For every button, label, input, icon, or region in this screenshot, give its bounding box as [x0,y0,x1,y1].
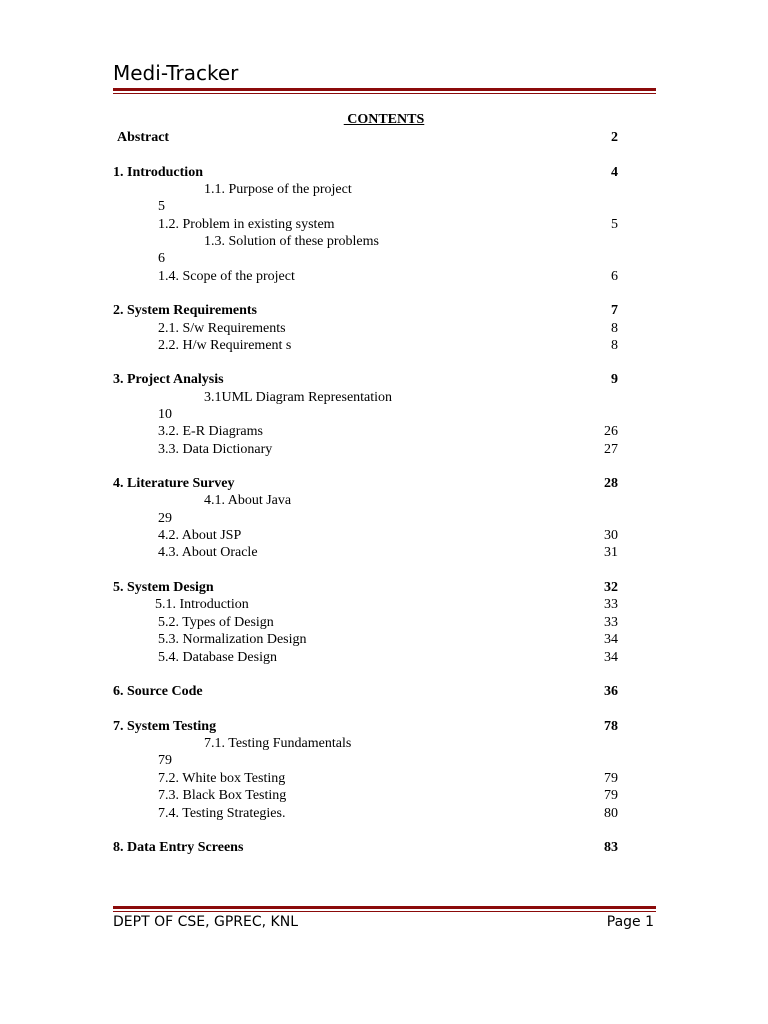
toc-subsection [0,216,768,233]
toc-entry-label: 1.3. Solution of these problems [204,234,379,249]
document-title: Medi-Tracker [113,61,239,85]
toc-subsection [0,268,768,285]
toc-entry-label: 3.1UML Diagram Representation [204,390,393,405]
toc-entry-label: 7.4. Testing Strategies. [158,806,286,821]
toc-entry-page: 33 [604,597,618,612]
toc-entry-page: 36 [604,684,618,699]
toc-entry-label: 7.3. Black Box Testing [158,788,287,803]
toc-subsection [0,441,768,458]
toc-subsection [0,527,768,544]
toc-subsection [0,492,768,509]
toc-subsection [0,735,768,752]
toc-entry-page: 6 [611,269,618,284]
footer-rule-thick [113,906,656,909]
toc-entry-page: 27 [604,442,618,457]
toc-subsection [0,787,768,804]
toc-subsection [0,198,768,215]
toc-subsection [0,805,768,822]
toc-entry-page: 31 [604,545,618,560]
toc-entry-label: 3. Project Analysis [113,372,224,387]
toc-entry-page: 9 [611,372,618,387]
toc-entry-label: 7. System Testing [113,719,217,734]
toc-section [0,164,768,181]
toc-entry-label: 4.2. About JSP [158,528,242,543]
toc-entry-page: 28 [604,476,618,491]
toc-entry-page: 32 [604,580,618,595]
toc-subsection [0,631,768,648]
toc-subsection [0,423,768,440]
toc-entry-page: 30 [604,528,618,543]
toc-subsection [0,752,768,769]
toc-section [0,718,768,735]
toc-entry-label: 4.3. About Oracle [158,545,258,560]
toc-entry-label: 1.1. Purpose of the project [204,182,352,197]
toc-entry-page: 34 [604,650,618,665]
toc-entry-label: Abstract [117,130,170,145]
toc-entry-page: 34 [604,632,618,647]
toc-entry-label: 7.1. Testing Fundamentals [204,736,352,751]
toc-entry-label: 5. System Design [113,580,214,595]
header-rule-thick [113,88,656,91]
toc-entry-label: 79 [158,753,172,768]
toc-entry-label: 3.3. Data Dictionary [158,442,273,457]
toc-entry-label: 5.2. Types of Design [158,615,274,630]
toc-section [0,302,768,319]
toc-subsection [0,233,768,250]
toc-section [0,839,768,856]
toc-entry-page: 78 [604,719,618,734]
header-rule-thin [113,93,656,94]
toc-entry-label: 1.2. Problem in existing system [158,217,335,232]
toc-entry-label: 2.1. S/w Requirements [158,321,286,336]
toc-entry-label: 2.2. H/w Requirement s [158,338,292,353]
toc-subsection [0,389,768,406]
toc-entry-label: 6. Source Code [113,684,203,699]
toc-entry-page: 26 [604,424,618,439]
toc-entry-page: 80 [604,806,618,821]
toc-entry-label: 4.1. About Java [204,493,292,508]
footer-department: DEPT OF CSE, GPREC, KNL [113,914,298,930]
toc-subsection [0,337,768,354]
toc-entry-page: 8 [611,321,618,336]
toc-subsection [0,181,768,198]
toc-entry-label: 1. Introduction [113,165,203,180]
footer-rule-thin [113,911,656,912]
toc-entry-page: 7 [611,303,618,318]
toc-entry-label: 5.3. Normalization Design [158,632,307,647]
toc-entry-label: 1.4. Scope of the project [158,269,295,284]
toc-entry-label: 5.1. Introduction [155,597,249,612]
toc-subsection [0,320,768,337]
toc-entry-label: 7.2. White box Testing [158,771,286,786]
toc-entry-label: 5 [158,199,165,214]
toc-subsection [0,770,768,787]
toc-section [0,371,768,388]
toc-entry-page: 79 [604,771,618,786]
toc-entry-label: 10 [158,407,172,422]
toc-subsection [0,544,768,561]
toc-subsection [0,614,768,631]
toc-entry-page: 33 [604,615,618,630]
toc-entry-label: 3.2. E-R Diagrams [158,424,263,439]
toc-section [0,475,768,492]
toc-entry-label: 8. Data Entry Screens [113,840,244,855]
toc-entry-page: 2 [611,130,618,145]
toc-entry-label: 5.4. Database Design [158,650,277,665]
toc-entry-page: 8 [611,338,618,353]
toc-entry-page: 4 [611,165,618,180]
contents-heading: CONTENTS [343,112,425,127]
toc-subsection [0,250,768,267]
toc-entry-label: 29 [158,511,172,526]
toc-subsection [0,596,768,613]
toc-section [0,129,768,146]
toc-entry-page: 83 [604,840,618,855]
toc-subsection [0,510,768,527]
toc-subsection [0,649,768,666]
toc-entry-label: 2. System Requirements [113,303,258,318]
toc-section [0,683,768,700]
footer-page-number: Page 1 [606,914,654,930]
toc-entry-label: 6 [158,251,165,266]
toc-entry-page: 79 [604,788,618,803]
toc-entry-page: 5 [611,217,618,232]
toc-entry-label: 4. Literature Survey [113,476,235,491]
toc-section [0,579,768,596]
toc-subsection [0,406,768,423]
